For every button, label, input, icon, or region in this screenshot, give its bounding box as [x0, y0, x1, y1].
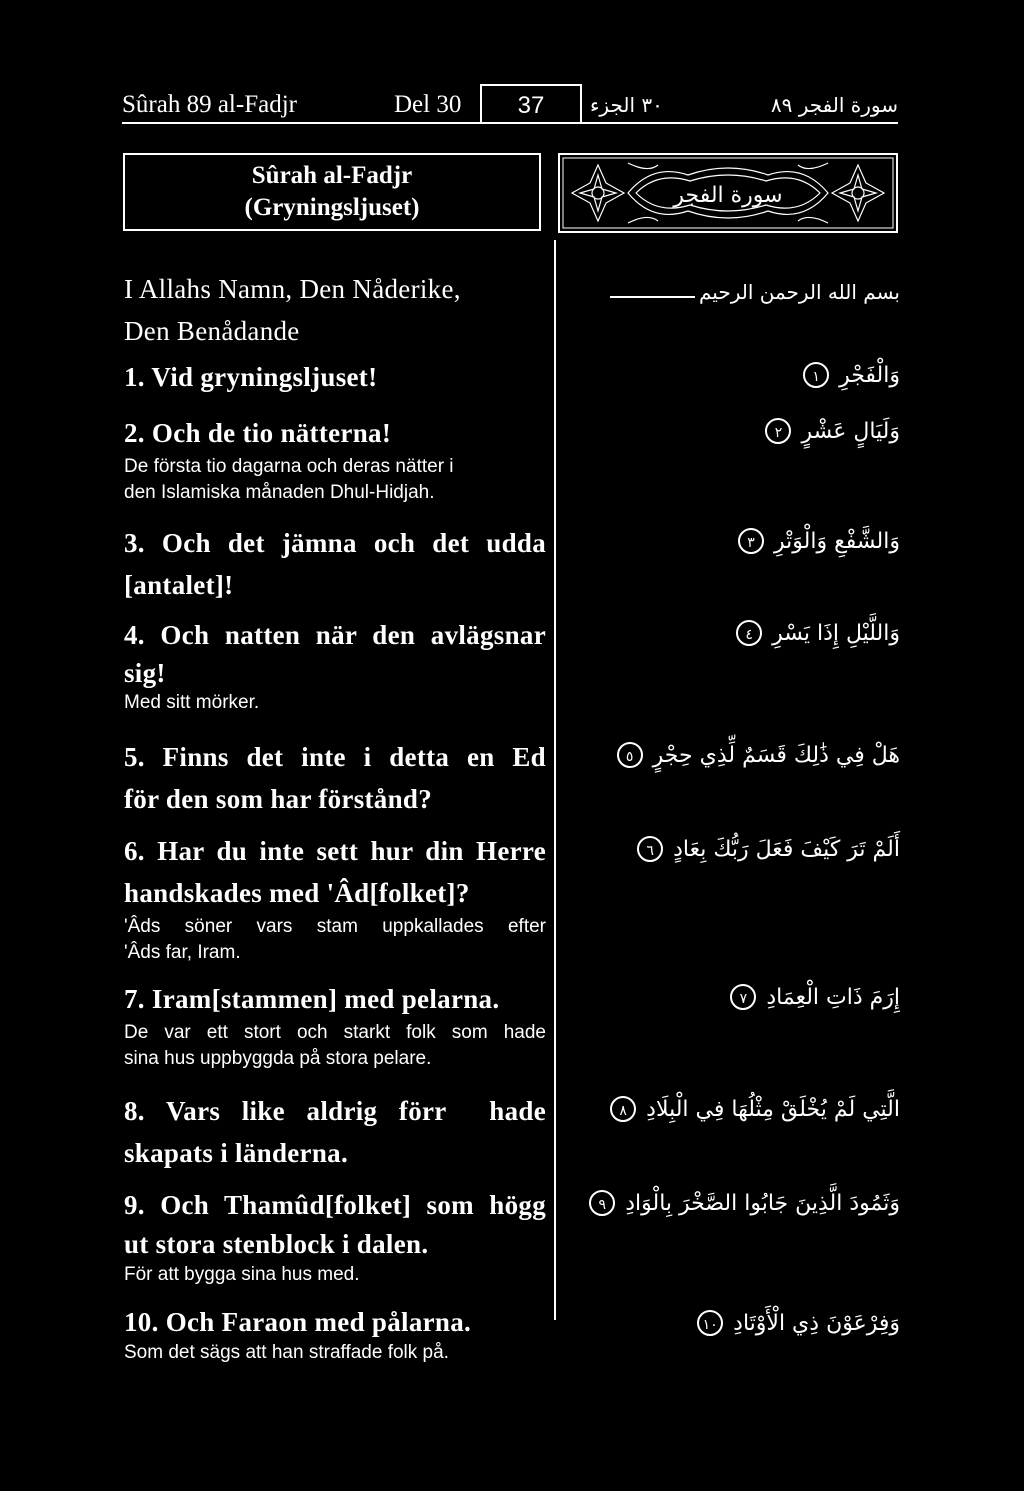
verse-title: 8. Vars like aldrig förr hade	[124, 1096, 546, 1126]
header-part: Del 30	[394, 91, 462, 118]
ornament-title: سورة الفجر	[673, 183, 783, 208]
arabic-verse-text: الَّتِي لَمْ يُخْلَقْ مِثْلُهَا فِي الْبِلَادِ	[646, 1096, 900, 1122]
basmala-line	[610, 296, 695, 298]
arabic-verse-1	[803, 362, 900, 388]
verse-number-marker: ٢	[765, 418, 791, 444]
verse-title: 5. Finns det inte i detta en Ed	[124, 742, 546, 772]
verse-title: för den som har förstånd?	[124, 784, 433, 814]
verse-note: 'Âds söner vars stam uppkallades efter	[124, 916, 546, 937]
arabic-verse-10	[697, 1310, 900, 1336]
surah-title-box	[123, 153, 541, 231]
basmala-swedish	[124, 268, 546, 352]
verse-10	[124, 1304, 546, 1366]
header-surah: Sûrah 89 al-Fadjr	[122, 91, 297, 118]
verse-title: [antalet]!	[124, 570, 234, 600]
basmala-arabic-text: بسم الله الرحمن الرحيم	[698, 280, 900, 304]
verse-number-marker: ٨	[610, 1096, 636, 1122]
verse-number-marker: ٥	[617, 742, 643, 768]
verse-number-marker: ٧	[730, 984, 756, 1010]
verse-3	[124, 522, 546, 606]
surah-ornament	[558, 153, 898, 233]
verse-title: 2. Och de tio nätterna!	[124, 418, 392, 448]
verse-6	[124, 830, 546, 966]
verse-number-marker: ٩	[589, 1190, 615, 1216]
surah-subtitle: (Gryningsljuset)	[244, 194, 420, 221]
arabic-verse-text: وَلَيَالٍ عَشْرٍ	[801, 418, 900, 444]
verse-number-marker: ٣	[738, 528, 764, 554]
arabic-verse-9	[589, 1190, 900, 1216]
header-surah-arabic: سورة الفجر ٨٩	[770, 93, 898, 117]
arabic-verse-text: أَلَمْ تَرَ كَيْفَ فَعَلَ رَبُّكَ بِعَادٍ	[673, 836, 900, 862]
arabic-verse-2	[765, 418, 900, 444]
arabic-verse-text: وَفِرْعَوْنَ ذِي الْأَوْتَادِ	[733, 1310, 900, 1336]
verse-number-marker: ٤	[736, 620, 762, 646]
basmala-line-2: Den Benådande	[124, 316, 300, 346]
page-number: 37	[480, 84, 582, 122]
verse-title: ut stora stenblock i dalen.	[124, 1229, 429, 1259]
verse-7	[124, 978, 546, 1072]
verse-9	[124, 1184, 546, 1288]
verse-2	[124, 412, 546, 506]
verse-title: sig!	[124, 658, 166, 688]
verse-1	[124, 356, 546, 398]
verse-note: sina hus uppbyggda på stora pelare.	[124, 1048, 432, 1069]
arabic-verse-3	[738, 528, 900, 554]
arabic-verse-5	[617, 742, 900, 768]
ornament-pattern-icon	[558, 153, 898, 233]
basmala-arabic	[610, 280, 900, 304]
arabic-verse-text: هَلْ فِي ذَٰلِكَ قَسَمٌ لِّذِي حِجْرٍ	[652, 742, 900, 768]
verse-8	[124, 1090, 546, 1174]
verse-title: 9. Och Thamûd[folket] som högg	[124, 1190, 546, 1220]
verse-note: 'Âds far, Iram.	[124, 942, 241, 963]
surah-title: Sûrah al-Fadjr	[251, 162, 413, 189]
arabic-verse-4	[736, 620, 900, 646]
arabic-verse-7	[730, 984, 900, 1010]
verse-number-marker: ١	[803, 362, 829, 388]
verse-note: den Islamiska månaden Dhul-Hidjah.	[124, 482, 435, 503]
verse-note: Med sitt mörker.	[124, 692, 260, 713]
verse-note: Som det sägs att han straffade folk på.	[124, 1342, 449, 1363]
header-juz-arabic: ٣٠ الجزء	[590, 93, 663, 117]
verse-title: 7. Iram[stammen] med pelarna.	[124, 984, 500, 1014]
arabic-verse-text: إِرَمَ ذَاتِ الْعِمَادِ	[766, 984, 900, 1010]
verse-note: De var ett stort och starkt folk som hade	[124, 1022, 546, 1043]
verse-title: 10. Och Faraon med pålarna.	[124, 1307, 472, 1337]
verse-5	[124, 736, 546, 820]
verse-title: 6. Har du inte sett hur din Herre	[124, 836, 546, 866]
arabic-verse-text: وَالْفَجْرِ	[839, 362, 900, 388]
arabic-verse-8	[610, 1096, 900, 1122]
column-divider	[554, 240, 556, 1320]
page-header	[122, 88, 898, 124]
arabic-verse-text: وَثَمُودَ الَّذِينَ جَابُوا الصَّخْرَ بِالْوَادِ	[625, 1190, 900, 1216]
verse-number-marker: ١٠	[697, 1310, 723, 1336]
verse-title: skapats i länderna.	[124, 1138, 349, 1168]
verse-title: 1. Vid gryningsljuset!	[124, 362, 378, 392]
verse-note: De första tio dagarna och deras nätter i	[124, 456, 454, 477]
arabic-verse-text: وَالشَّفْعِ وَالْوَتْرِ	[774, 528, 900, 554]
basmala-line-1: I Allahs Namn, Den Nåderike,	[124, 274, 461, 304]
verse-title: handskades med 'Âd[folket]?	[124, 878, 470, 908]
verse-4	[124, 614, 546, 716]
verse-number-marker: ٦	[637, 836, 663, 862]
verse-note: För att bygga sina hus med.	[124, 1264, 360, 1285]
arabic-verse-text: وَاللَّيْلِ إِذَا يَسْرِ	[772, 620, 900, 646]
verse-title: 4. Och natten när den avlägsnar	[124, 620, 546, 650]
verse-title: 3. Och det jämna och det udda	[124, 528, 546, 558]
arabic-verse-6	[637, 836, 900, 862]
